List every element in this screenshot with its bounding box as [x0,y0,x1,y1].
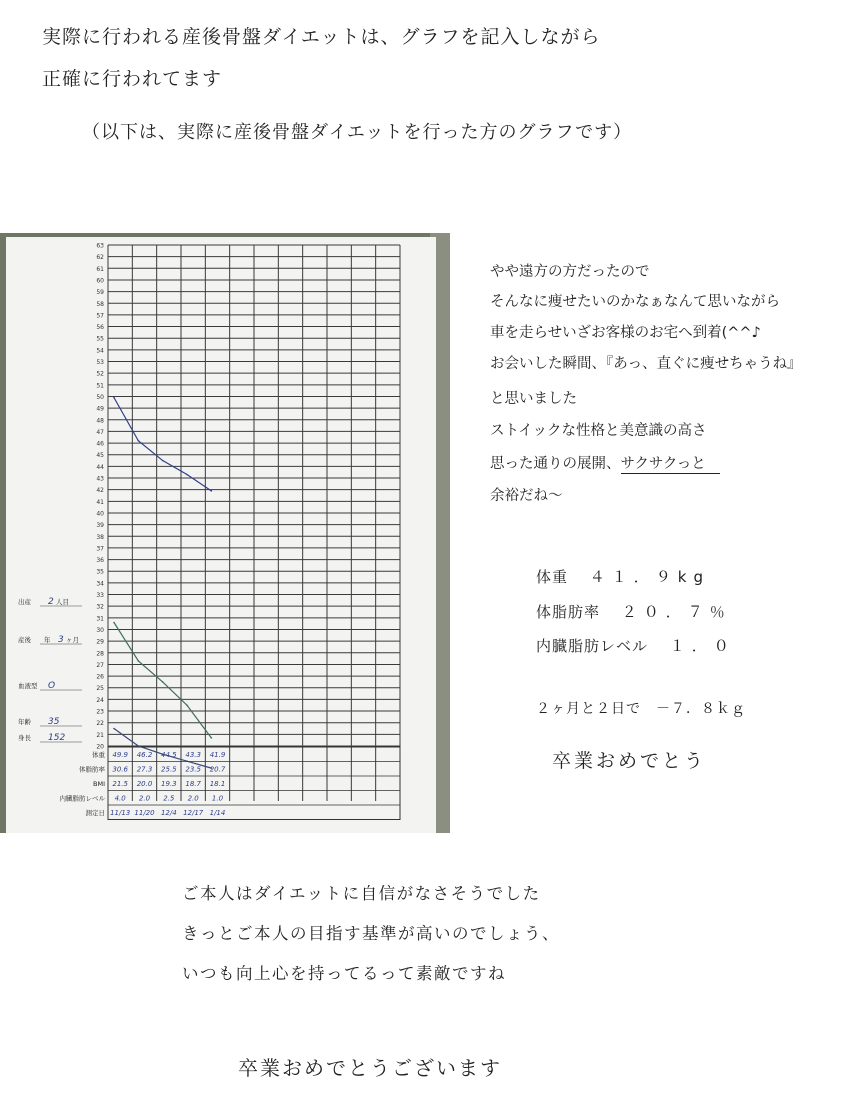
profile-unit: ヶ月 [66,636,79,644]
y-tick-label: 25 [96,685,104,693]
series-point [211,737,213,739]
y-tick-label: 57 [96,312,104,320]
y-tick-label: 34 [96,580,104,588]
story-line-3: 車を走らせいざお客様のお宅へ到着(^^♪ [490,325,761,341]
y-tick-label: 28 [96,650,104,658]
closing-line-1: ご本人はダイエットに自信がなさそうでした [182,884,541,903]
y-tick-label: 36 [96,557,104,565]
table-cell: 23.5 [185,765,201,774]
story-line-8: 余裕だね～ [490,488,563,504]
y-tick-label: 42 [96,487,104,495]
y-tick-label: 45 [96,452,104,460]
profile-label: 産後 [18,636,31,644]
y-tick-label: 35 [96,568,104,576]
table-cell: 44.5 [161,751,177,759]
y-tick-label: 61 [96,265,104,273]
stat-weight [536,566,710,587]
series-point [113,622,115,624]
profile-label: 血液型 [18,682,38,690]
y-tick-label: 23 [96,708,104,716]
table-cell: 19.3 [161,780,177,788]
table-row-label: 体脂肪率 [79,765,105,774]
y-tick-label: 51 [96,382,104,390]
profile-label: 出産 [18,598,31,606]
y-tick-label: 22 [96,720,104,728]
y-tick-label: 63 [96,242,104,250]
y-tick-label: 30 [96,626,104,634]
table-row-label: 体重 [92,751,105,759]
stat-body-fat-value: ２０．７％ [621,603,732,621]
series-point [186,474,188,476]
profile-label: 年齢 [18,718,31,726]
series-point [162,681,164,683]
table-cell: 41.9 [209,751,226,759]
profile-value: 3 [58,635,64,645]
y-tick-label: 44 [96,463,104,471]
profile-sub: 年 [44,636,51,644]
closing-line-3: いつも向上心を持ってるって素敵ですね [182,964,506,983]
stat-visceral-fat [536,635,736,656]
y-tick-label: 48 [96,417,104,425]
table-cell: 20.0 [136,780,153,788]
y-tick-label: 53 [96,359,104,367]
y-tick-label: 50 [96,393,104,401]
story-line-2: そんなに痩せたいのかなぁなんて思いながら [490,294,780,310]
table-cell: 21.5 [112,780,128,788]
profile-label: 身長 [18,734,31,742]
table-cell: 2.5 [163,794,175,803]
y-tick-label: 59 [96,289,104,297]
y-tick-label: 26 [96,673,104,681]
y-tick-label: 20 [96,743,104,751]
series-point [138,440,140,442]
table-cell: 18.7 [185,780,201,788]
table-row-label: BMI [93,780,105,788]
table-cell: 2.0 [187,794,199,803]
story-line-1: やや遠方の方だったので [490,264,650,280]
y-tick-label: 60 [96,277,104,285]
y-tick-label: 52 [96,370,104,378]
y-tick-label: 55 [96,335,104,343]
table-cell: 12/17 [183,809,204,817]
y-tick-label: 54 [96,347,104,355]
y-tick-label: 24 [96,696,104,704]
table-cell: 2.0 [138,794,151,803]
table-cell: 27.3 [136,765,153,774]
y-tick-label: 47 [96,428,104,436]
y-tick-label: 21 [96,731,104,739]
closing-line-2: きっとご本人の目指す基準が高いのでしょう、 [182,924,560,943]
table-cell: 1.0 [211,794,224,803]
profile-value: 2 [48,597,54,607]
graph-sheet [0,233,450,833]
stat-weight-label: 体重 [536,568,569,586]
series-point [211,490,213,492]
story-line-4: お会いした瞬間、『あっ、直ぐに痩せちゃうね』 [490,356,802,372]
table-cell: 49.9 [112,751,128,759]
story-line-6: ストイックな性格と美意識の高さ [490,423,707,439]
intro-note: （以下は、実際に産後骨盤ダイエットを行った方のグラフです） [82,122,633,143]
story-underlined-text: サクサクっと [620,456,706,472]
series-point [186,704,188,706]
y-tick-label: 29 [96,638,104,646]
series-point [138,660,140,662]
y-tick-label: 46 [96,440,104,448]
profile-unit: 人目 [56,598,69,606]
y-tick-label: 33 [96,592,104,600]
stat-weight-value: ４１．９kg [589,568,711,586]
story-line-7 [490,452,720,473]
y-tick-label: 27 [96,661,104,669]
final-message: 卒業おめでとうございます [238,1056,502,1080]
y-tick-label: 58 [96,300,104,308]
story-line-7-text: 思った通りの展開、 [490,456,621,472]
table-cell: 18.1 [209,780,226,788]
y-tick-label: 38 [96,533,104,541]
stat-body-fat [536,601,732,622]
y-tick-label: 56 [96,324,104,332]
profile-value: O [48,681,56,691]
y-tick-label: 49 [96,405,104,413]
result-summary: ２ヶ月と２日で －７．８ｋｇ [536,701,746,717]
series-point [113,397,115,399]
y-tick-label: 41 [96,498,104,506]
series-point [113,728,115,730]
profile-value: 35 [48,717,60,727]
table-cell: 11/20 [134,809,155,817]
table-cell: 1/14 [209,809,226,817]
graduation-message: 卒業おめでとう [552,750,707,772]
stat-visceral-fat-label: 内臓脂肪レベル [536,637,649,655]
intro-line-1: 実際に行われる産後骨盤ダイエットは、グラフを記入しながら [42,26,601,48]
table-cell: 25.5 [161,765,177,774]
table-cell: 4.0 [114,794,126,803]
y-tick-label: 39 [96,522,104,530]
story-line-5: と思いました [490,391,577,407]
table-cell: 46.2 [136,751,153,759]
intro-line-2: 正確に行われてます [42,68,223,90]
y-tick-label: 37 [96,545,104,553]
y-tick-label: 31 [96,615,104,623]
table-row-label: 内臓脂肪レベル [59,794,105,803]
graph-sheet-photo [0,233,450,833]
y-tick-label: 32 [96,603,104,611]
profile-value: 152 [48,733,66,743]
table-cell: 43.3 [185,751,201,759]
table-cell: 12/4 [160,809,177,817]
y-tick-label: 40 [96,510,104,518]
y-tick-label: 62 [96,254,104,262]
table-cell: 11/13 [110,809,131,817]
table-cell: 30.6 [112,765,128,774]
table-cell: 20.7 [209,765,226,774]
table-row-label: 測定日 [85,809,105,817]
stat-visceral-fat-value: １．０ [669,637,736,655]
y-tick-label: 43 [96,475,104,483]
series-point [162,460,164,462]
stat-body-fat-label: 体脂肪率 [536,603,601,621]
